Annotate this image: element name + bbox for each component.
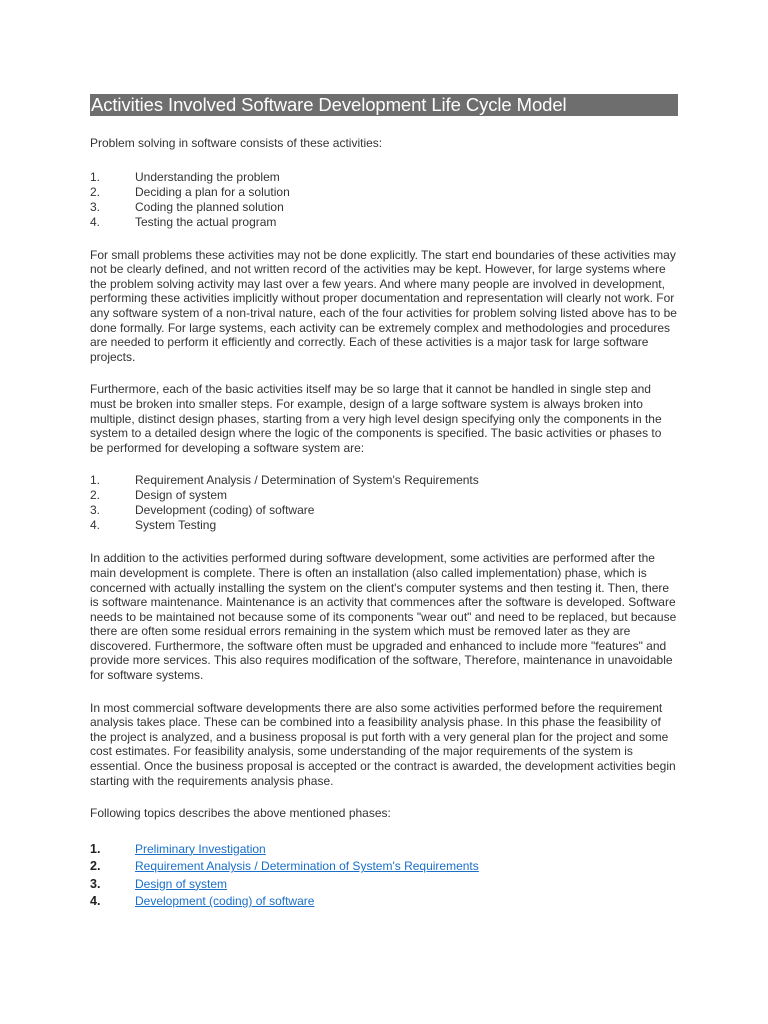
list-item xyxy=(90,518,678,533)
list-item xyxy=(90,473,678,488)
list-number: 4. xyxy=(90,894,101,909)
list-number: 3. xyxy=(90,876,101,891)
list-item xyxy=(90,858,678,876)
link-requirement-analysis[interactable]: Requirement Analysis / Determination of System's Requirements xyxy=(135,859,479,874)
list-text: Design of system xyxy=(135,488,228,503)
list-item xyxy=(90,185,678,200)
list-number: 2. xyxy=(90,859,101,874)
paragraph-feasibility: In most commercial software developments there are also some activities performed before the requirement analysis takes place. These can be combined into a feasibility analysis phase. In this phase the feasibility of the project is analyzed, and a business proposal is put forth with a very general plan for the project and some cost estimates. For feasibility analysis, some understanding of the major requirements of the system is essential. Once the business proposal is accepted or the contract is awarded, the development activities begin starting with the requirements analysis phase. xyxy=(90,700,676,788)
link-preliminary-investigation[interactable]: Preliminary Investigation xyxy=(135,841,266,856)
intro-text: Problem solving in software consists of these activities: xyxy=(90,136,383,150)
list-number: 1. xyxy=(90,473,101,488)
list-item xyxy=(90,488,678,503)
list-number: 4. xyxy=(90,214,101,229)
list-item xyxy=(90,170,678,185)
list-number: 1. xyxy=(90,169,101,184)
list-text: Development (coding) of software xyxy=(135,503,315,518)
list-item xyxy=(90,841,678,859)
list-item xyxy=(90,893,678,911)
list-text: Deciding a plan for a solution xyxy=(135,184,290,199)
list-text: Testing the actual program xyxy=(135,214,277,229)
list-item xyxy=(90,200,678,215)
list-number: 2. xyxy=(90,184,101,199)
list-text: Understanding the problem xyxy=(135,169,280,184)
link-design-of-system[interactable]: Design of system xyxy=(135,876,228,891)
list-text: Requirement Analysis / Determination of System's Requirements xyxy=(135,473,479,488)
list-number: 1. xyxy=(90,841,101,856)
phases-list xyxy=(90,473,678,533)
list-item xyxy=(90,503,678,518)
paragraph-basic-activities: Furthermore, each of the basic activities itself may be so large that it cannot be handled in single step and must be broken into smaller steps. For example, design of a large software system is always broken into multiple, distinct design phases, starting from a very high level design specifying only the components in the system to a detailed design where the logic of the components is specified. The basic activities or phases to be performed for developing a software system are: xyxy=(90,382,662,455)
link-development-coding[interactable]: Development (coding) of software xyxy=(135,894,315,909)
paragraph-maintenance: In addition to the activities performed during software development, some activities are performed after the main development is complete. There is often an installation (also called implementation) phase, which is concerned with actually installing the system on the client's computer systems and then testing it. Then, there is software maintenance. Maintenance is an activity that commences after the software is developed. Software needs to be maintained not because some of its components "wear out" and need to be replaced, but because there are often some residual errors remaining in the system which must be removed later as they are discovered. Furthermore, the software often must be upgraded and enhanced to include more "features" and provide more services. This also requires modification of the software, Therefore, maintenance in unavoidable for software systems. xyxy=(90,551,677,683)
list-text: System Testing xyxy=(135,518,217,533)
title-bar xyxy=(90,94,678,116)
list-item xyxy=(90,876,678,894)
paragraph-small-problems: For small problems these activities may not be done explicitly. The start end boundaries of these activities may not be clearly defined, and not written record of the activities may be kept. However, for large systems where the problem solving activity may last over a few years. And where many people are involved in development, performing these activities implicitly without proper documentation and representation will clearly not work. For any software system of a non-trival nature, each of the four activities for problem solving listed above has to be done formally. For large systems, each activity can be extremely complex and methodologies and procedures are needed to perform it efficiently and correctly. Each of these activities is a major task for large software projects. xyxy=(90,247,677,364)
list-number: 2. xyxy=(90,488,101,503)
document-page xyxy=(90,94,678,911)
list-number: 3. xyxy=(90,199,101,214)
page-title: Activities Involved Software Development Life Cycle Model xyxy=(91,94,567,115)
list-item xyxy=(90,215,678,230)
topic-links-list xyxy=(90,841,678,911)
list-number: 4. xyxy=(90,518,101,533)
paragraph-topics-intro: Following topics describes the above mentioned phases: xyxy=(90,806,391,821)
activities-list xyxy=(90,170,678,230)
list-text: Coding the planned solution xyxy=(135,199,284,214)
list-number: 3. xyxy=(90,503,101,518)
